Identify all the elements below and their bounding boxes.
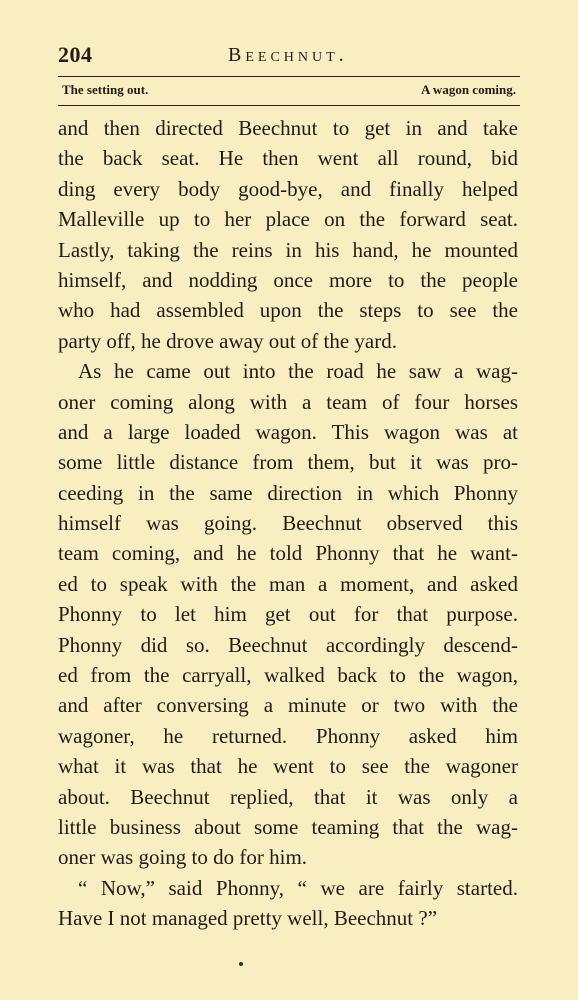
text-line: little business about some teaming that the wag- — [58, 814, 518, 839]
text-line: and after conversing a minute or two with the — [58, 693, 518, 718]
text-line: party off, he drove away out of the yard. — [58, 328, 397, 353]
text-line: what it was that he went to see the wagoner — [58, 754, 518, 779]
text-line: ding every body good-bye, and finally helped — [58, 176, 518, 201]
text-line: Malleville up to her place on the forward seat. — [58, 207, 518, 232]
text-line: who had assembled upon the steps to see the — [58, 298, 518, 323]
side-note-right: A wagon coming. — [421, 82, 516, 97]
text-line: ed from the carryall, walked back to the wagon, — [58, 663, 518, 688]
text-line: himself was going. Beechnut observed this — [58, 511, 518, 536]
header-rule-bottom — [58, 105, 520, 106]
page-dot — [239, 962, 243, 966]
text-line: “ Now,” said Phonny, “ we are fairly started. — [78, 875, 518, 900]
running-head — [58, 42, 518, 74]
text-line: and then directed Beechnut to get in and take — [58, 116, 518, 140]
text-line: Have I not managed pretty well, Beechnut ?” — [58, 906, 438, 931]
text-line: himself, and nodding once more to the people — [58, 267, 518, 292]
text-line: Phonny to let him get out for that purpose. — [58, 602, 518, 627]
text-line: about. Beechnut replied, that it was only a — [58, 784, 518, 809]
text-line: oner coming along with a team of four horses — [58, 389, 518, 414]
body-text — [58, 113, 518, 934]
text-line: ceeding in the same direction in which Phonny — [58, 480, 518, 505]
text-line: some little distance from them, but it was pro- — [58, 450, 518, 475]
text-line: Phonny did so. Beechnut accordingly descend- — [58, 632, 518, 657]
text-line: wagoner, he returned. Phonny asked him — [58, 723, 518, 748]
book-title: Beechnut. — [228, 44, 348, 66]
text-line: oner was going to do for him. — [58, 845, 308, 870]
text-line: and a large loaded wagon. This wagon was at — [58, 419, 518, 444]
text-line: the back seat. He then went all round, bid — [58, 146, 518, 171]
side-note-left: The setting out. — [62, 82, 149, 97]
header-rule-top — [58, 76, 520, 77]
text-line: As he came out into the road he saw a wag- — [78, 359, 518, 384]
page-number: 204 — [58, 42, 93, 67]
text-line: team coming, and he told Phonny that he want- — [58, 541, 518, 566]
text-line: Lastly, taking the reins in his hand, he mounted — [58, 237, 518, 262]
text-line: ed to speak with the man a moment, and asked — [58, 571, 518, 596]
side-notes — [62, 82, 516, 102]
